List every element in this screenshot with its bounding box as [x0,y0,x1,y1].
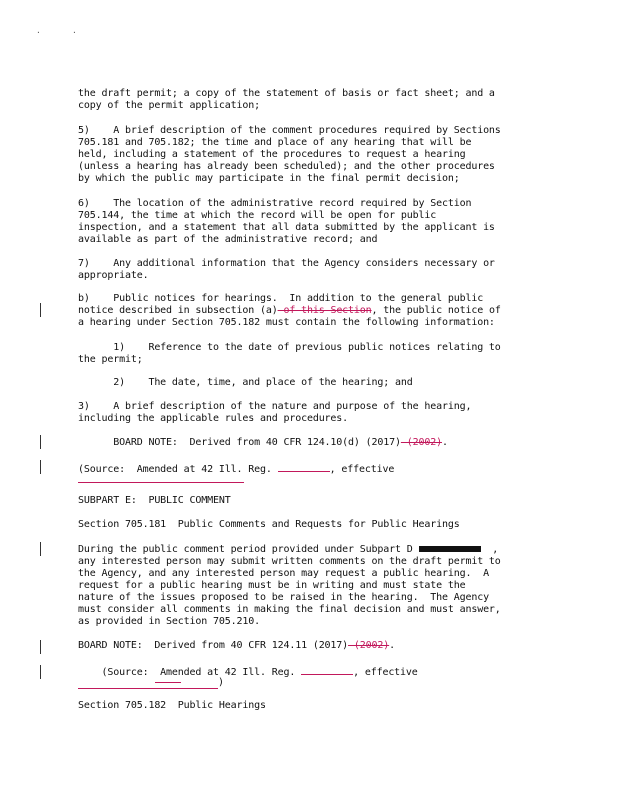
paragraph-line: 705.144, the time at which the record will be open for public [78,210,437,221]
paragraph-line: available as part of the administrative record; and [78,234,378,245]
paragraph-line: 2) The date, time, and place of the hearing; and [78,377,413,388]
text-run: (Source: Amended at 42 Ill. Reg. [78,667,302,678]
deleted-text: (2002) [400,437,442,448]
source-note [78,664,418,679]
paragraph-line: a hearing under Section 705.182 must contain the following information: [78,317,495,328]
section-heading: Section 705.181 Public Comments and Requests for Public Hearings [78,519,460,530]
paragraph-line: 1) Reference to the date of previous public notices relating to [78,342,501,353]
text-run: . [389,640,396,651]
revision-bar [40,435,41,449]
paragraph-line: copy of the permit application; [78,100,260,111]
board-note [78,640,395,652]
blank-underline [155,682,181,683]
paragraph-line [78,305,501,317]
text-run: BOARD NOTE: Derived from 40 CFR 124.11 (2017) [78,640,349,651]
paragraph-line: the Agency, and any interested person may request a public hearing. A [78,568,489,579]
revision-bar [40,640,41,654]
text-run: (Source: Amended at 42 Ill. Reg. [78,464,278,475]
scan-mark: · [36,28,41,37]
blank-underline [78,688,218,689]
section-heading: Section 705.182 Public Hearings [78,700,266,711]
text-run: , [480,544,499,555]
redaction-mark [419,546,481,552]
paragraph-line: the draft permit; a copy of the statement of basis or fact sheet; and a [78,88,495,99]
paragraph-line: appropriate. [78,270,149,281]
paragraph-line: 705.181 and 705.182; the time and place of any hearing that will be [78,137,472,148]
deleted-text: of this Section [277,305,372,316]
paragraph-line: inspection, and a statement that all data submitted by the applicant is [78,222,495,233]
paragraph-line: 6) The location of the administrative record required by Section [78,198,472,209]
paragraph-line: must consider all comments in making the final decision and must answer, [78,604,501,615]
paragraph-line: by which the public may participate in the final permit decision; [78,173,460,184]
paragraph-line: 3) A brief description of the nature and purpose of the hearing, [78,401,472,412]
paragraph-line: (unless a hearing has already been scheduled); and the other procedures [78,161,495,172]
text-run: notice described in subsection (a) [78,305,278,316]
revision-bar [40,665,41,679]
text-run: During the public comment period provided under Subpart D [78,544,413,555]
blank-underline [301,664,353,675]
revision-bar [40,303,41,317]
deleted-text: (2002) [348,640,390,651]
text-run: , the public notice of [371,305,501,316]
revision-bar [40,542,41,556]
source-note [78,461,394,476]
paragraph-line: including the applicable rules and procedures. [78,413,349,424]
blank-underline [78,482,244,483]
revision-bar [40,460,41,474]
scan-mark: · [72,28,77,37]
text-run: , effective [329,464,395,475]
board-note [78,437,448,449]
paragraph-line: b) Public notices for hearings. In addition to the general public [78,293,484,304]
paragraph-line: the permit; [78,354,143,365]
paragraph-line: 5) A brief description of the comment procedures required by Sections [78,125,501,136]
text-run: . [441,437,448,448]
paragraph-line: 7) Any additional information that the Agency considers necessary or [78,258,495,269]
subpart-heading: SUBPART E: PUBLIC COMMENT [78,495,231,506]
source-close: ) [218,677,224,688]
text-run: , effective [353,667,418,678]
paragraph-line: as provided in Section 705.210. [78,616,260,627]
paragraph-line: held, including a statement of the procedures to request a hearing [78,149,466,160]
text-run: BOARD NOTE: Derived from 40 CFR 124.10(d) (2017) [78,437,401,448]
paragraph-line: request for a public hearing must be in writing and must state the [78,580,466,591]
paragraph-line: any interested person may submit written comments on the draft permit to [78,556,501,567]
paragraph-line [78,544,498,556]
blank-underline [278,461,330,472]
paragraph-line: nature of the issues proposed to be raised in the hearing. The Agency [78,592,489,603]
